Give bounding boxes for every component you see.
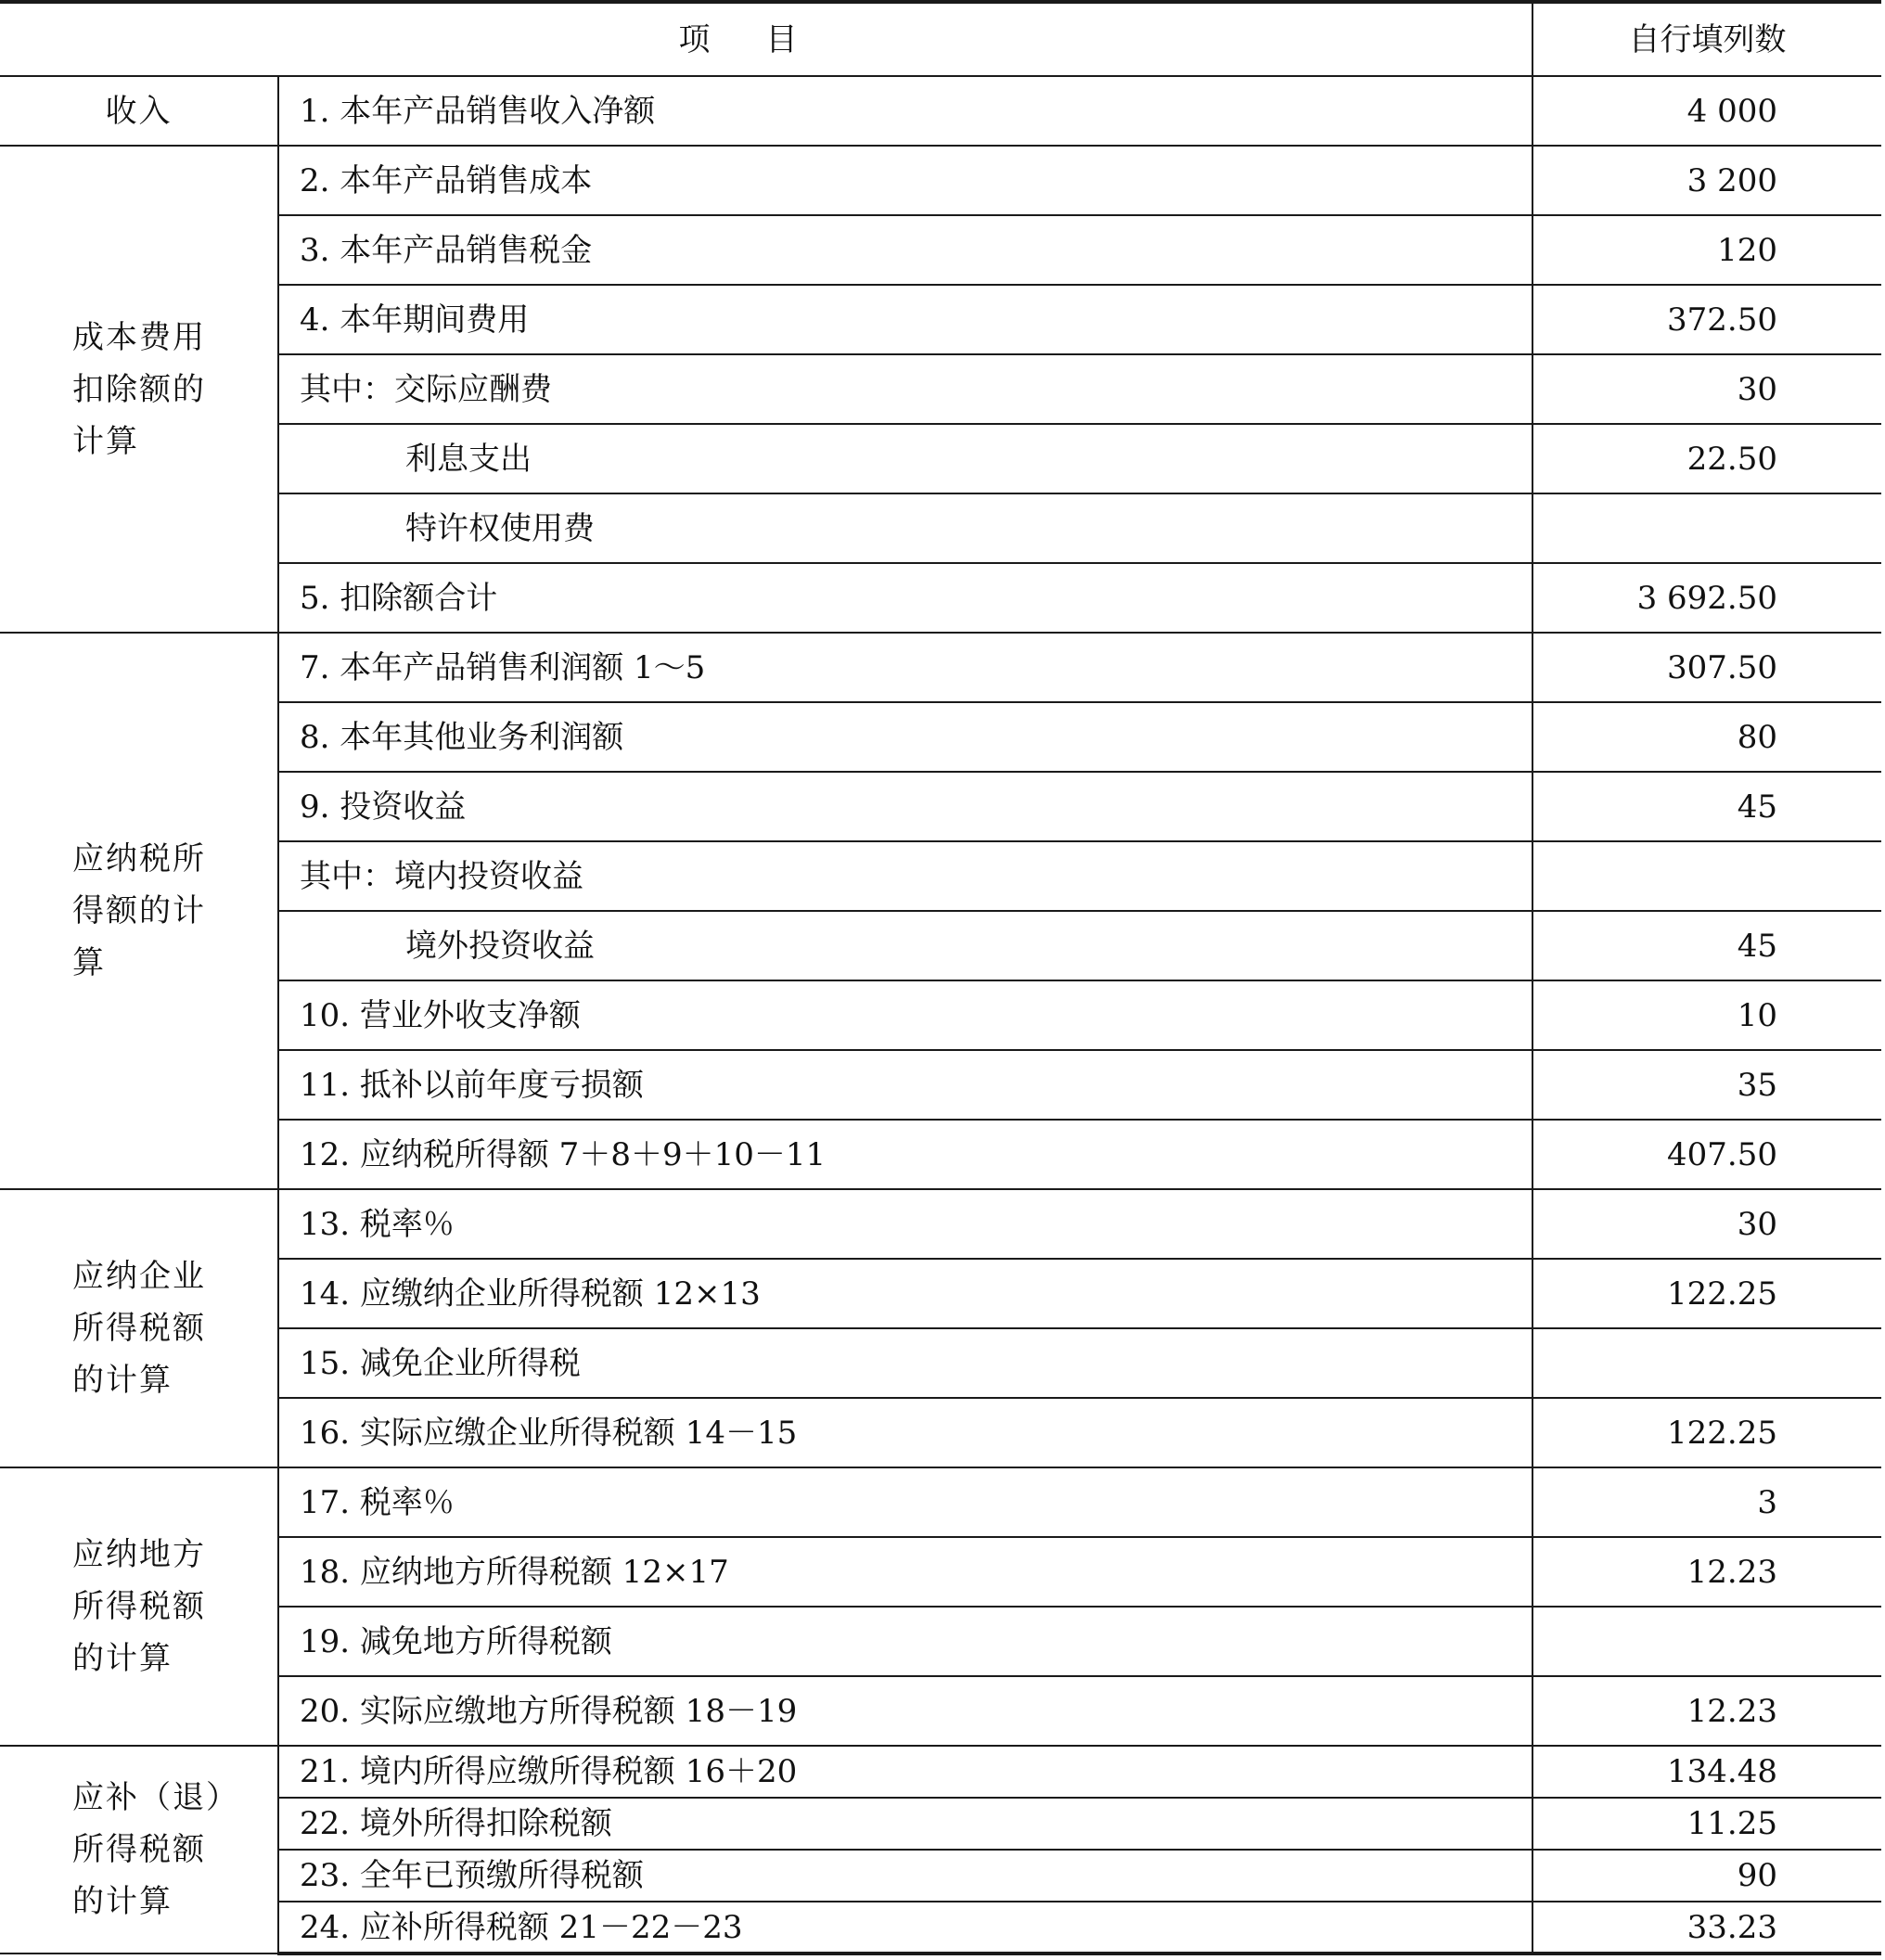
- table-row: [0, 841, 1881, 911]
- section-category-line: 所得税额: [72, 1588, 206, 1625]
- row-label: 8. 本年其他业务利润额: [278, 702, 1532, 772]
- section-category: [0, 146, 278, 633]
- table-row: [0, 772, 1881, 841]
- row-label: 境外投资收益: [278, 911, 1532, 980]
- section-category: [0, 633, 278, 1189]
- table-row: [0, 76, 1881, 146]
- section-category-line: 应补（退）: [72, 1779, 239, 1816]
- row-value: [1532, 1607, 1881, 1676]
- table-row: [0, 1120, 1881, 1189]
- table-body: [0, 76, 1881, 1954]
- table-row: [0, 354, 1881, 424]
- table-row: [0, 1746, 1881, 1798]
- row-label: 1. 本年产品销售收入净额: [278, 76, 1532, 146]
- row-label: 15. 减免企业所得税: [278, 1328, 1532, 1398]
- table-row: [0, 563, 1881, 633]
- table-row: [0, 215, 1881, 285]
- row-value: 30: [1532, 354, 1881, 424]
- table-row: [0, 1850, 1881, 1902]
- row-value: 30: [1532, 1189, 1881, 1259]
- section-category-line: 的计算: [72, 1883, 173, 1920]
- row-label: 23. 全年已预缴所得税额: [278, 1850, 1532, 1902]
- row-label: 10. 营业外收支净额: [278, 980, 1532, 1050]
- table-row: [0, 1189, 1881, 1259]
- section-category: [0, 1189, 278, 1467]
- table-row: [0, 1467, 1881, 1537]
- section-category-line: 所得税额: [72, 1831, 206, 1868]
- row-label: 利息支出: [278, 424, 1532, 493]
- row-label: 14. 应缴纳企业所得税额 12×13: [278, 1259, 1532, 1328]
- section-category: [0, 76, 278, 146]
- table-row: [0, 1398, 1881, 1467]
- row-label: 18. 应纳地方所得税额 12×17: [278, 1537, 1532, 1607]
- row-label: 7. 本年产品销售利润额 1～5: [278, 633, 1532, 702]
- row-value: 120: [1532, 215, 1881, 285]
- table-row: [0, 285, 1881, 354]
- row-label: 16. 实际应缴企业所得税额 14－15: [278, 1398, 1532, 1467]
- section-category: [0, 1467, 278, 1746]
- row-value: 35: [1532, 1050, 1881, 1120]
- row-label: 21. 境内所得应缴所得税额 16＋20: [278, 1746, 1532, 1798]
- row-value: 3: [1532, 1467, 1881, 1537]
- row-value: 12.23: [1532, 1676, 1881, 1746]
- section-category-line: 计算: [72, 422, 139, 460]
- row-value: 372.50: [1532, 285, 1881, 354]
- table-row: [0, 1798, 1881, 1850]
- header-value: 自行填列数: [1532, 2, 1881, 76]
- row-value: [1532, 493, 1881, 563]
- row-value: 122.25: [1532, 1259, 1881, 1328]
- row-value: 122.25: [1532, 1398, 1881, 1467]
- row-value: 407.50: [1532, 1120, 1881, 1189]
- section-category-line: 成本费用: [72, 318, 206, 356]
- row-label: 12. 应纳税所得额 7＋8＋9＋10－11: [278, 1120, 1532, 1189]
- row-label: 11. 抵补以前年度亏损额: [278, 1050, 1532, 1120]
- row-value: 45: [1532, 772, 1881, 841]
- row-label: 20. 实际应缴地方所得税额 18－19: [278, 1676, 1532, 1746]
- row-value: 33.23: [1532, 1902, 1881, 1954]
- row-value: 11.25: [1532, 1798, 1881, 1850]
- section-category: [0, 1746, 278, 1954]
- section-category-line: 应纳地方: [72, 1536, 206, 1573]
- row-value: 307.50: [1532, 633, 1881, 702]
- row-value: [1532, 841, 1881, 911]
- row-label: 13. 税率％: [278, 1189, 1532, 1259]
- section-category-line: 收入: [105, 92, 173, 130]
- row-value: 80: [1532, 702, 1881, 772]
- row-value: 22.50: [1532, 424, 1881, 493]
- section-category-line: 的计算: [72, 1640, 173, 1677]
- row-value: 45: [1532, 911, 1881, 980]
- row-value: 12.23: [1532, 1537, 1881, 1607]
- table-row: [0, 1676, 1881, 1746]
- table-row: [0, 146, 1881, 215]
- table-row: [0, 911, 1881, 980]
- row-value: 90: [1532, 1850, 1881, 1902]
- section-category-line: 得额的计: [72, 892, 206, 929]
- row-value: 10: [1532, 980, 1881, 1050]
- section-category-line: 的计算: [72, 1362, 173, 1399]
- table-row: [0, 1328, 1881, 1398]
- table-row: [0, 493, 1881, 563]
- row-label: 9. 投资收益: [278, 772, 1532, 841]
- row-label: 5. 扣除额合计: [278, 563, 1532, 633]
- table-header-row: [0, 2, 1881, 76]
- section-category-line: 所得税额: [72, 1310, 206, 1347]
- table-row: [0, 1050, 1881, 1120]
- row-label: 22. 境外所得扣除税额: [278, 1798, 1532, 1850]
- table-row: [0, 1537, 1881, 1607]
- table-row: [0, 633, 1881, 702]
- row-value: 134.48: [1532, 1746, 1881, 1798]
- row-value: 4 000: [1532, 76, 1881, 146]
- row-label: 19. 减免地方所得税额: [278, 1607, 1532, 1676]
- row-label: 2. 本年产品销售成本: [278, 146, 1532, 215]
- row-label: 3. 本年产品销售税金: [278, 215, 1532, 285]
- row-value: [1532, 1328, 1881, 1398]
- table-row: [0, 702, 1881, 772]
- row-value: 3 200: [1532, 146, 1881, 215]
- row-label: 4. 本年期间费用: [278, 285, 1532, 354]
- header-item: 项目: [0, 2, 1532, 76]
- table-row: [0, 1607, 1881, 1676]
- row-label: 17. 税率％: [278, 1467, 1532, 1537]
- row-label: 其中：境内投资收益: [278, 841, 1532, 911]
- table-row: [0, 1259, 1881, 1328]
- row-label: 24. 应补所得税额 21－22－23: [278, 1902, 1532, 1954]
- section-category-line: 应纳税所: [72, 840, 206, 878]
- section-category-line: 应纳企业: [72, 1258, 206, 1295]
- table-row: [0, 424, 1881, 493]
- table-row: [0, 980, 1881, 1050]
- section-category-line: 扣除额的: [72, 370, 206, 408]
- row-label: 特许权使用费: [278, 493, 1532, 563]
- row-label: 其中：交际应酬费: [278, 354, 1532, 424]
- section-category-line: 算: [72, 944, 106, 981]
- row-value: 3 692.50: [1532, 563, 1881, 633]
- table-row: [0, 1902, 1881, 1954]
